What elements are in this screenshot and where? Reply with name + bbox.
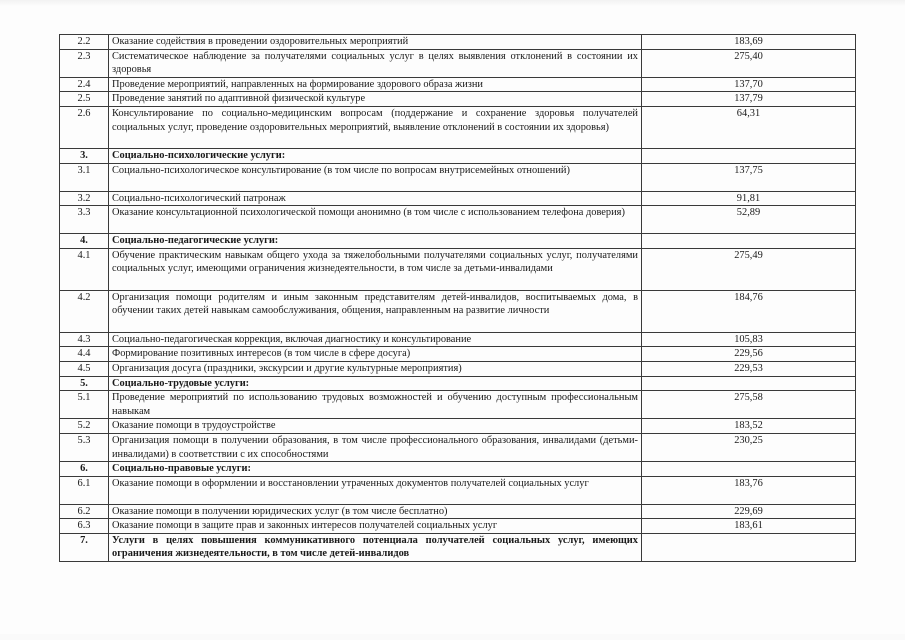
service-price: 183,69 <box>642 35 856 50</box>
service-price: 275,40 <box>642 49 856 77</box>
table-row <box>60 347 856 362</box>
row-number: 5.1 <box>60 391 109 419</box>
service-price: 52,89 <box>642 206 856 234</box>
section-header-row <box>60 533 856 561</box>
section-number: 4. <box>60 234 109 249</box>
service-price: 184,76 <box>642 290 856 332</box>
table-row <box>60 206 856 234</box>
service-price: 275,49 <box>642 248 856 290</box>
service-name: Социально-психологический патронаж <box>109 191 642 206</box>
section-price <box>642 462 856 477</box>
service-name: Оказание помощи в получении юридических услуг (в том числе бесплатно) <box>109 504 642 519</box>
row-number: 4.3 <box>60 332 109 347</box>
service-name: Социально-психологическое консультирование (в том числе по вопросам внутрисемейных отношений) <box>109 163 642 191</box>
table-row <box>60 77 856 92</box>
service-price: 183,52 <box>642 419 856 434</box>
row-number: 4.5 <box>60 361 109 376</box>
services-tariff-table <box>59 34 856 562</box>
table-row <box>60 248 856 290</box>
service-price: 91,81 <box>642 191 856 206</box>
service-name: Обучение практическим навыкам общего ухода за тяжелобольными получателями социальных услуг, получателями социальных услуг, имеющими ограничения жизнедеятельности, в том числе за детьми-инвалидами <box>109 248 642 290</box>
service-name: Систематическое наблюдение за получателями социальных услуг в целях выявления отклонений в состоянии их здоровья <box>109 49 642 77</box>
service-price: 183,76 <box>642 476 856 504</box>
service-price: 183,61 <box>642 519 856 534</box>
section-number: 6. <box>60 462 109 477</box>
table-row <box>60 106 856 148</box>
table-row <box>60 361 856 376</box>
table-row <box>60 49 856 77</box>
section-title: Социально-педагогические услуги: <box>109 234 642 249</box>
row-number: 2.2 <box>60 35 109 50</box>
table-row <box>60 35 856 50</box>
row-number: 3.2 <box>60 191 109 206</box>
table-row <box>60 504 856 519</box>
row-number: 2.6 <box>60 106 109 148</box>
service-price: 230,25 <box>642 433 856 461</box>
service-name: Консультирование по социально-медицинским вопросам (поддержание и сохранение здоровья получателей социальных услуг, проведение оздоровительных мероприятий, выявление отклонений в состоянии их здоровья) <box>109 106 642 148</box>
service-price: 229,53 <box>642 361 856 376</box>
scan-edge-top <box>0 0 905 6</box>
service-name: Организация досуга (праздники, экскурсии и другие культурные мероприятия) <box>109 361 642 376</box>
service-name: Социально-педагогическая коррекция, включая диагностику и консультирование <box>109 332 642 347</box>
table-row <box>60 290 856 332</box>
table-row <box>60 476 856 504</box>
section-title: Услуги в целях повышения коммуникативного потенциала получателей социальных услуг, имеющих ограничения жизнедеятельности, в том числе детей-инвалидов <box>109 533 642 561</box>
service-price: 229,69 <box>642 504 856 519</box>
section-price <box>642 533 856 561</box>
table-row <box>60 391 856 419</box>
row-number: 2.4 <box>60 77 109 92</box>
row-number: 5.2 <box>60 419 109 434</box>
row-number: 6.2 <box>60 504 109 519</box>
row-number: 4.1 <box>60 248 109 290</box>
service-name: Оказание консультационной психологической помощи анонимно (в том числе с использованием телефона доверия) <box>109 206 642 234</box>
section-header-row <box>60 376 856 391</box>
table-body <box>60 35 856 562</box>
row-number: 6.1 <box>60 476 109 504</box>
service-name: Организация помощи родителям и иным законным представителям детей-инвалидов, воспитываемых дома, в обучении таких детей навыкам самообслуживания, общения, направленным на развитие личности <box>109 290 642 332</box>
row-number: 2.5 <box>60 92 109 107</box>
row-number: 4.2 <box>60 290 109 332</box>
service-name: Организация помощи в получении образования, в том числе профессионального образования, инвалидами (детьми-инвалидами) в соответствии с их способностями <box>109 433 642 461</box>
row-number: 5.3 <box>60 433 109 461</box>
section-number: 5. <box>60 376 109 391</box>
service-name: Оказание помощи в оформлении и восстановлении утраченных документов получателей социальных услуг <box>109 476 642 504</box>
section-title: Социально-психологические услуги: <box>109 148 642 163</box>
section-number: 3. <box>60 148 109 163</box>
table-row <box>60 433 856 461</box>
section-price <box>642 148 856 163</box>
service-name: Оказание содействия в проведении оздоровительных мероприятий <box>109 35 642 50</box>
service-price: 105,83 <box>642 332 856 347</box>
section-header-row <box>60 148 856 163</box>
row-number: 3.3 <box>60 206 109 234</box>
service-price: 275,58 <box>642 391 856 419</box>
section-header-row <box>60 234 856 249</box>
service-name: Формирование позитивных интересов (в том числе в сфере досуга) <box>109 347 642 362</box>
service-name: Оказание помощи в трудоустройстве <box>109 419 642 434</box>
section-title: Социально-трудовые услуги: <box>109 376 642 391</box>
row-number: 4.4 <box>60 347 109 362</box>
service-price: 137,79 <box>642 92 856 107</box>
scan-edge-bottom <box>0 634 905 640</box>
row-number: 3.1 <box>60 163 109 191</box>
service-name: Проведение мероприятий, направленных на формирование здорового образа жизни <box>109 77 642 92</box>
table-row <box>60 163 856 191</box>
table-row <box>60 519 856 534</box>
row-number: 6.3 <box>60 519 109 534</box>
section-header-row <box>60 462 856 477</box>
service-price: 137,70 <box>642 77 856 92</box>
section-price <box>642 376 856 391</box>
table-row <box>60 92 856 107</box>
service-price: 64,31 <box>642 106 856 148</box>
service-name: Оказание помощи в защите прав и законных интересов получателей социальных услуг <box>109 519 642 534</box>
section-price <box>642 234 856 249</box>
row-number: 2.3 <box>60 49 109 77</box>
table-row <box>60 419 856 434</box>
table-row <box>60 332 856 347</box>
service-price: 229,56 <box>642 347 856 362</box>
service-name: Проведение занятий по адаптивной физической культуре <box>109 92 642 107</box>
service-name: Проведение мероприятий по использованию трудовых возможностей и обучению доступным профессиональным навыкам <box>109 391 642 419</box>
table-row <box>60 191 856 206</box>
service-price: 137,75 <box>642 163 856 191</box>
section-number: 7. <box>60 533 109 561</box>
section-title: Социально-правовые услуги: <box>109 462 642 477</box>
